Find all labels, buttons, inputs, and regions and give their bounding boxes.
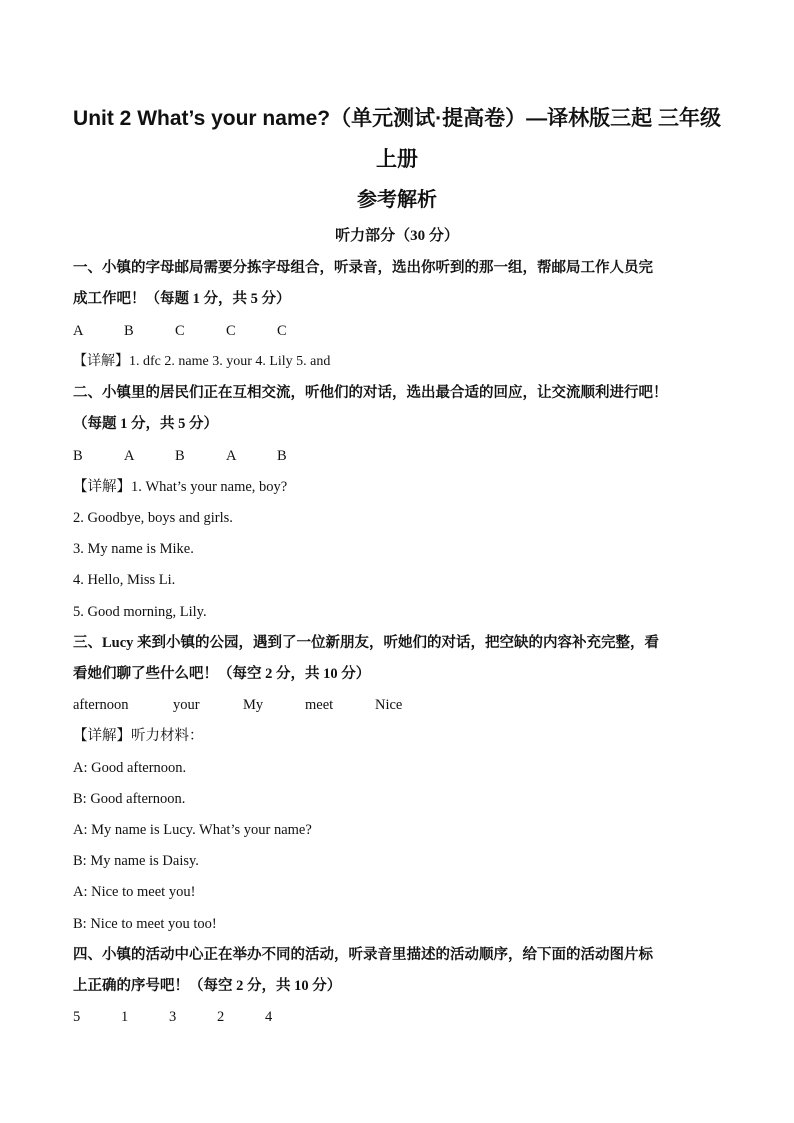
answer-5: B <box>277 448 287 464</box>
answer-3: My <box>243 697 264 713</box>
section-2-answers <box>73 449 287 464</box>
answer-4: A <box>226 448 237 464</box>
answer-1: B <box>73 448 83 464</box>
section-4-heading-line1: 四、小镇的活动中心正在举办不同的活动，听录音里描述的活动顺序，给下面的活动图片标 <box>73 947 653 963</box>
section-3-detail-3: B: Good afternoon. <box>73 791 186 807</box>
answer-2: A <box>124 448 135 464</box>
section-1-heading-line1: 一、小镇的字母邮局需要分拣字母组合，听录音，选出你听到的那一组，帮邮局工作人员完 <box>73 260 653 276</box>
answer-4: meet <box>305 697 334 713</box>
section-2-detail-3: 3. My name is Mike. <box>73 541 194 557</box>
document-title-line2: 上册 <box>376 148 418 171</box>
answer-5: C <box>277 323 287 339</box>
answer-5: Nice <box>375 697 403 713</box>
answer-2: B <box>124 323 134 339</box>
section-2-detail-1: 【详解】1. What’s your name, boy? <box>73 479 288 495</box>
section-1-detail: 【详解】1. dfc 2. name 3. your 4. Lily 5. and <box>73 354 331 369</box>
answer-2: your <box>173 697 200 713</box>
document-subtitle: 参考解析 <box>357 189 437 211</box>
section-2-heading-line1: 二、小镇里的居民们正在互相交流，听他们的对话，选出最合适的回应，让交流顺利进行吧！ <box>73 385 668 401</box>
section-4-answers <box>73 1010 272 1025</box>
section-2-heading-line2: （每题 1 分，共 5 分） <box>73 416 218 432</box>
section-3-detail-4: A: My name is Lucy. What’s your name? <box>73 822 312 838</box>
answer-4: 2 <box>217 1009 225 1025</box>
section-3-detail-5: B: My name is Daisy. <box>73 853 199 869</box>
section-3-detail-7: B: Nice to meet you too! <box>73 916 217 932</box>
answer-5: 4 <box>265 1009 273 1025</box>
section-2-detail-4: 4. Hello, Miss Li. <box>73 572 176 588</box>
section-2-detail-5: 5. Good morning, Lily. <box>73 604 207 620</box>
answer-1: afternoon <box>73 697 129 713</box>
section-3-answers <box>73 698 402 713</box>
section-3-heading-line1: 三、Lucy 来到小镇的公园，遇到了一位新朋友，听她们的对话，把空缺的内容补充完整，看 <box>73 635 660 651</box>
answer-3: C <box>175 323 185 339</box>
section-3-detail-6: A: Nice to meet you! <box>73 884 196 900</box>
answer-4: C <box>226 323 236 339</box>
answer-1: A <box>73 323 84 339</box>
section-1-heading-line2: 成工作吧！（每题 1 分，共 5 分） <box>73 291 291 307</box>
answer-3: B <box>175 448 185 464</box>
section-2-detail-2: 2. Goodbye, boys and girls. <box>73 510 233 526</box>
listening-part-heading: 听力部分（30 分） <box>335 228 459 244</box>
section-1-answers <box>73 324 287 339</box>
answer-2: 1 <box>121 1009 129 1025</box>
section-3-detail-2: A: Good afternoon. <box>73 760 187 776</box>
section-3-detail-1: 【详解】听力材料： <box>73 728 204 744</box>
section-4-heading-line2: 上正确的序号吧！（每空 2 分，共 10 分） <box>73 978 342 994</box>
document-title-line1: Unit 2 What’s your name?（单元测试·提高卷）—译林版三起 三年级 <box>73 107 721 130</box>
answer-3: 3 <box>169 1009 177 1025</box>
answer-1: 5 <box>73 1009 81 1025</box>
section-3-heading-line2: 看她们聊了些什么吧！（每空 2 分，共 10 分） <box>73 666 371 682</box>
